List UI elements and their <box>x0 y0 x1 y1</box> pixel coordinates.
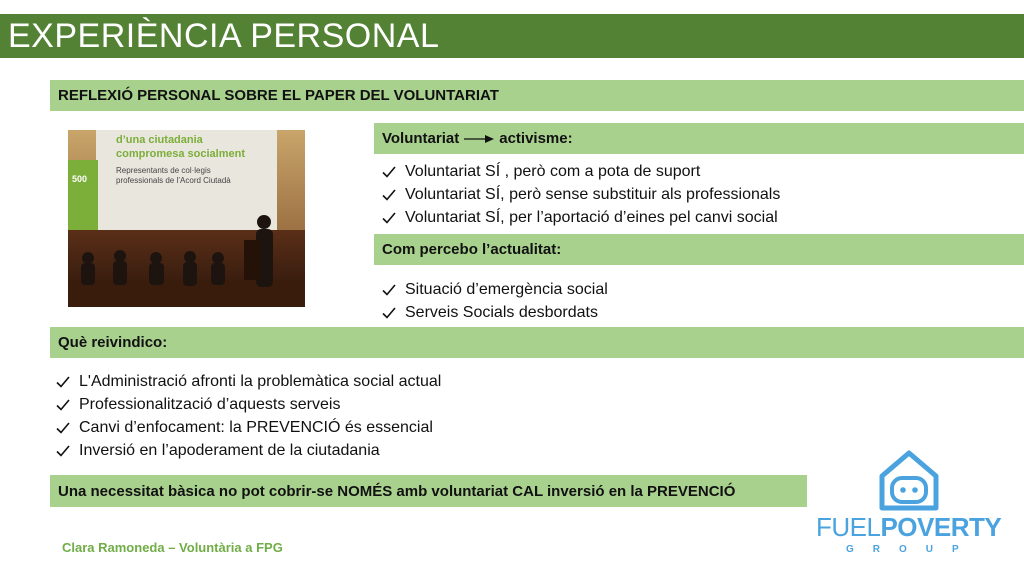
photo-slide-line2: compromesa socialment <box>116 148 245 160</box>
voluntariat-label-right: activisme: <box>499 130 573 147</box>
photo-slide-line4: professionals de l’Acord Ciutadà <box>116 176 231 185</box>
checkmark-icon <box>382 306 396 320</box>
voluntariat-list <box>382 160 780 229</box>
actualitat-header-text: Com percebo l’actualitat: <box>382 241 562 258</box>
photo-slide-line3: Representants de col·legis <box>116 166 211 175</box>
voluntariat-label-left: Voluntariat <box>382 130 460 147</box>
list-item-text: Inversió en l’apoderament de la ciutadania <box>79 442 380 459</box>
list-item <box>382 206 780 229</box>
logo-word-poverty: POVERTY <box>880 512 1002 542</box>
list-item-text: Voluntariat SÍ, per l’aportació d’eines pel canvi social <box>405 209 778 226</box>
footer-credit: Clara Ramoneda – Voluntària a FPG <box>62 540 283 555</box>
reivindico-header-text: Què reivindico: <box>58 334 168 351</box>
checkmark-icon <box>382 283 396 297</box>
list-item-text: L'Administració afronti la problemàtica social actual <box>79 373 442 390</box>
actualitat-list <box>382 278 608 324</box>
list-item-text: Situació d’emergència social <box>405 281 608 298</box>
list-item <box>382 160 780 183</box>
list-item <box>56 439 441 462</box>
list-item-text: Voluntariat SÍ , però com a pota de suport <box>405 163 701 180</box>
logo-wordmark <box>816 512 1001 543</box>
reflexio-header <box>50 80 1024 111</box>
reflexio-header-text: REFLEXIÓ PERSONAL SOBRE EL PAPER DEL VOLUNTARIAT <box>58 87 499 104</box>
checkmark-icon <box>382 165 396 179</box>
photo-slide-line1: d’una ciutadania <box>116 134 203 146</box>
page-title: EXPERIÈNCIA PERSONAL <box>8 17 440 55</box>
list-item <box>56 370 441 393</box>
checkmark-icon <box>382 188 396 202</box>
conclusion-text: Una necessitat bàsica no pot cobrir-se NOMÉS amb voluntariat CAL inversió en la PREVENCIÓ <box>58 482 736 500</box>
logo-word-group: GROUP <box>846 544 978 555</box>
reivindico-list <box>56 370 441 462</box>
list-item <box>56 393 441 416</box>
list-item-text: Serveis Socials desbordats <box>405 304 598 321</box>
list-item-text: Voluntariat SÍ, però sense substituir als professionals <box>405 186 781 203</box>
checkmark-icon <box>56 444 70 458</box>
list-item <box>382 183 780 206</box>
actualitat-header <box>374 234 1024 265</box>
checkmark-icon <box>382 211 396 225</box>
fuel-poverty-logo <box>812 448 1012 563</box>
title-bar <box>0 14 1024 58</box>
house-plug-icon <box>812 448 1012 512</box>
list-item <box>382 278 608 301</box>
voluntariat-header <box>374 123 1024 154</box>
arrow-right-icon <box>463 133 495 145</box>
list-item <box>56 416 441 439</box>
list-item-text: Canvi d’enfocament: la PREVENCIÓ és essencial <box>79 419 433 436</box>
list-item <box>382 301 608 324</box>
reivindico-header <box>50 327 1024 358</box>
conference-photo <box>68 130 305 307</box>
checkmark-icon <box>56 398 70 412</box>
checkmark-icon <box>56 375 70 389</box>
conclusion-banner <box>50 475 807 507</box>
list-item-text: Professionalització d’aquests serveis <box>79 396 341 413</box>
photo-slide-number: 500 <box>72 174 88 184</box>
checkmark-icon <box>56 421 70 435</box>
logo-word-fuel: FUEL <box>816 512 881 542</box>
